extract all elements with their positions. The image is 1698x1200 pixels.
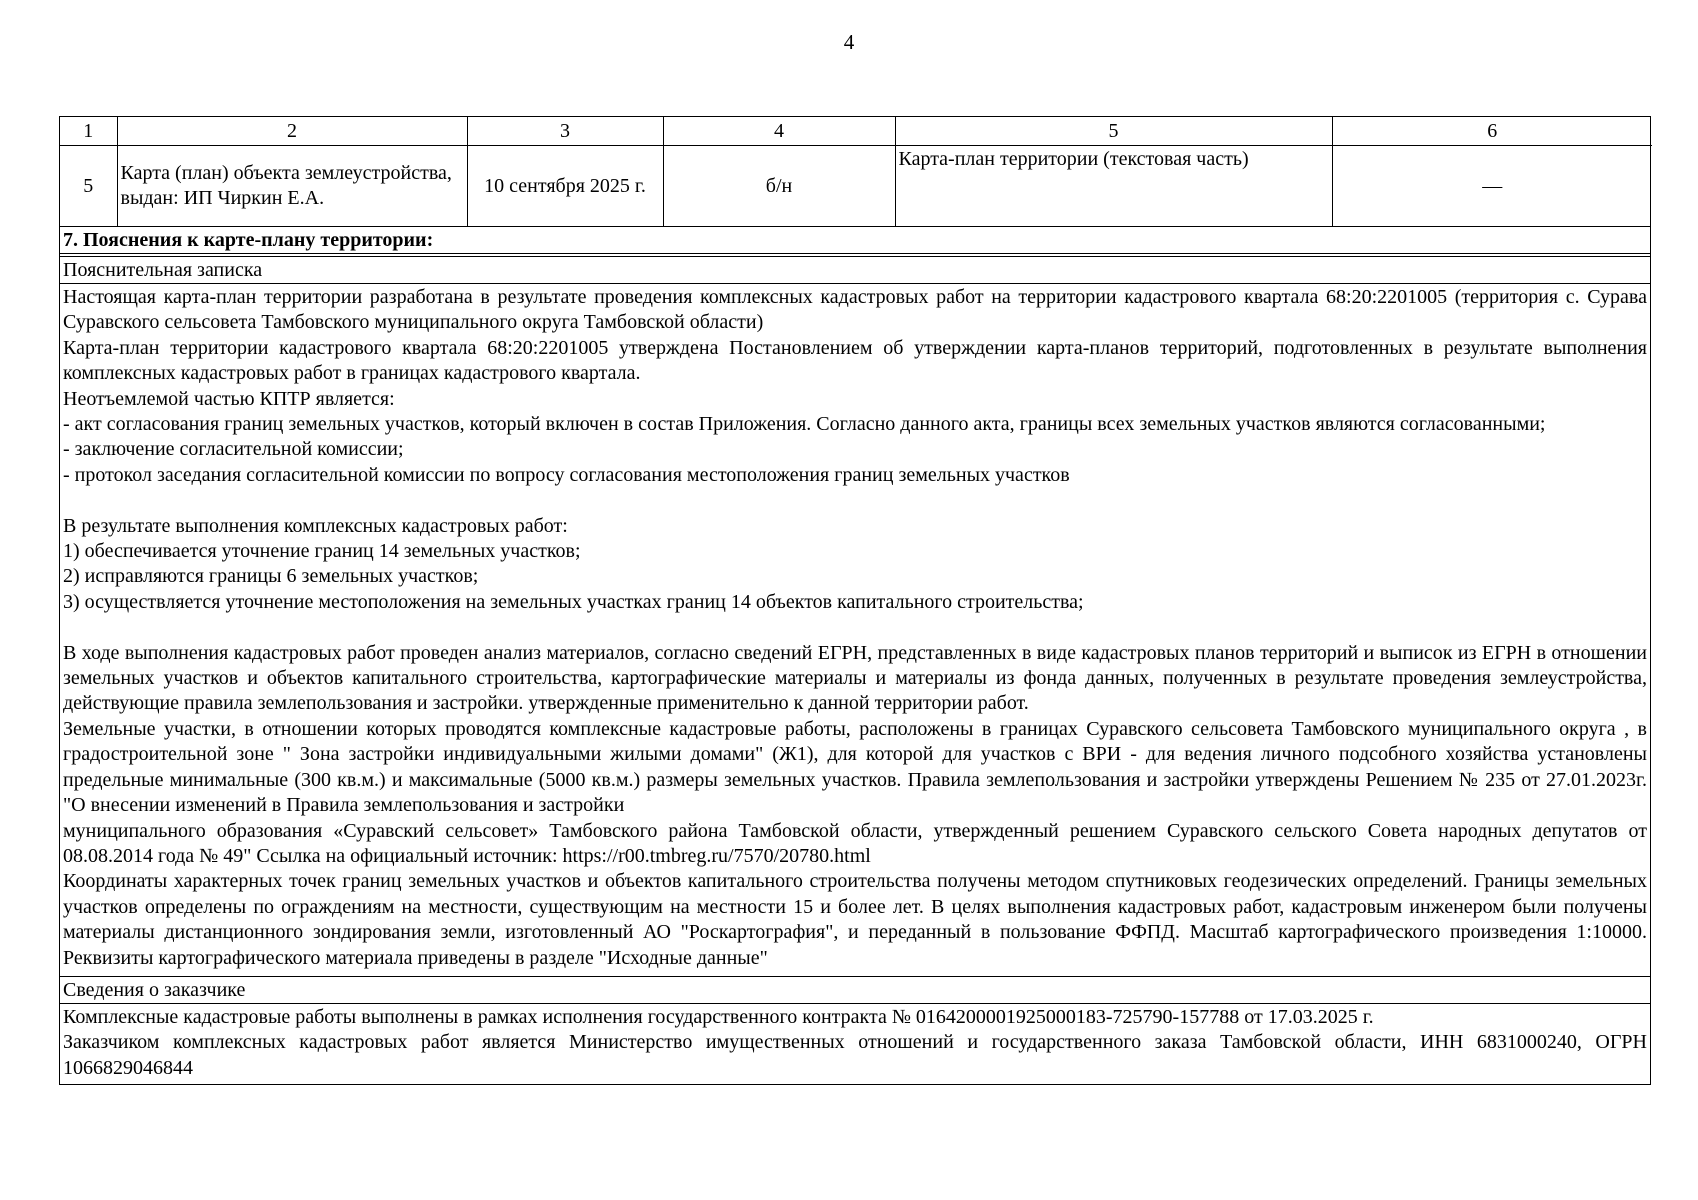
table-header-row <box>60 117 1652 146</box>
column-header: 3 <box>467 117 663 146</box>
row-number: 5 <box>60 146 117 227</box>
spacer <box>63 488 1647 513</box>
list-item: - протокол заседания согласительной комиссии по вопросу согласования местоположения границ земельных участков <box>63 463 1070 486</box>
column-header: 2 <box>117 117 467 146</box>
column-header: 5 <box>895 117 1332 146</box>
document-date: 10 сентября 2025 г. <box>467 146 663 227</box>
list-item: 1) обеспечивается уточнение границ 14 земельных участков; <box>63 540 581 563</box>
paragraph: В результате выполнения комплексных кадастровых работ: <box>63 514 568 537</box>
paragraph: Карта-план территории кадастрового квартала 68:20:2201005 утверждена Постановлением об утверждении карта-планов территорий, подготовленных в результате выполнения комплексных кадастровых работ в границах кадастрового квартала. <box>63 336 1647 385</box>
document-name: Карта (план) объекта землеустройства, выдан: ИП Чиркин Е.А. <box>117 146 467 227</box>
table-row <box>60 146 1652 227</box>
paragraph: Настоящая карта-план территории разработана в результате проведения комплексных кадастровых работ на территории кадастрового квартала 68:20:2201005 (территория с. Сурава Суравского сельсовета Тамбовского муниципального округа Тамбовской области) <box>63 286 1647 334</box>
document-extra: — <box>1482 174 1503 197</box>
document-note: Карта-план территории (текстовая часть) <box>895 146 1332 227</box>
document-number: б/н <box>663 146 895 227</box>
document-table <box>59 116 1651 1085</box>
explanatory-note-body <box>60 284 1650 974</box>
paragraph: Земельные участки, в отношении которых проводятся комплексные кадастровые работы, расположены в границах Суравского сельсовета Тамбовского муниципального округа , в градостроительной зоне " Зона застройки индивидуальными жилыми домами" (Ж1), для которой для участков с ВРИ - для ведения личного подсобного хозяйства установлены предельные минимальные (300 кв.м.) и максимальные (5000 кв.м.) размеры земельных участков. Правила землепользования и застройки утверждены Решением № 235 от 27.01.2023г. "О внесении изменений в Правила землепользования и застройки <box>63 717 1647 817</box>
section-title: 7. Пояснения к карте-плану территории: <box>60 226 1650 254</box>
list-item: 3) осуществляется уточнение местоположения на земельных участках границ 14 объектов капитального строительства; <box>63 590 1084 613</box>
explanatory-note-header: Пояснительная записка <box>60 256 1650 284</box>
spacer <box>63 615 1647 640</box>
paragraph: В ходе выполнения кадастровых работ проведен анализ материалов, согласно сведений ЕГРН, представленных в виде кадастровых планов территорий и выписок из ЕГРН в отношении земельных участков и объектов капитального строительства, картографические материалы и материалы из фонда данных, полученных в результате проведения землеустройства, действующие правила землепользования и застройки. утвержденные применительно к данной территории работ. <box>63 641 1647 715</box>
documents-list-table <box>60 117 1652 226</box>
paragraph: Неотъемлемой частью КПТР является: <box>63 387 395 410</box>
paragraph: Комплексные кадастровые работы выполнены в рамках исполнения государственного контракта № 0164200001925000183-725790-157788 от 17.03.2025 г. <box>63 1005 1374 1028</box>
list-item: 2) исправляются границы 6 земельных участков; <box>63 565 479 588</box>
list-item: - акт согласования границ земельных участков, который включен в состав Приложения. Согласно данного акта, границы всех земельных участков являются согласованными; <box>63 413 1546 436</box>
list-item: - заключение согласительной комиссии; <box>63 438 404 461</box>
page-number: 4 <box>843 30 855 54</box>
paragraph: муниципального образования «Суравский сельсовет» Тамбовского района Тамбовской области, утвержденный решением Суравского сельского Совета народных депутатов от 08.08.2014 года № 49" Ссылка на официальный источник: https://r00.tmbreg.ru/7570/20780.html <box>63 819 1647 867</box>
column-header: 6 <box>1332 117 1652 146</box>
customer-info-body <box>60 1004 1650 1084</box>
paragraph: Координаты характерных точек границ земельных участков и объектов капитального строительства получены методом спутниковых геодезических определений. Границы земельных участков определены по ограждениям на местности, существующим на местности 15 и более лет. В целях выполнения кадастровых работ, кадастровым инженером были получены материалы дистанционного зондирования земли, изготовленный АО "Роскартография", и переданный в пользование ФФПД. Масштаб картографического произведения 1:10000. Реквизиты картографического материала приведены в разделе "Исходные данные" <box>63 870 1647 969</box>
paragraph: Заказчиком комплексных кадастровых работ является Министерство имущественных отношений и государственного заказа Тамбовской области, ИНН 6831000240, ОГРН 1066829046844 <box>63 1031 1647 1079</box>
customer-info-header: Сведения о заказчике <box>60 976 1650 1004</box>
column-header: 4 <box>663 117 895 146</box>
column-header: 1 <box>60 117 117 146</box>
